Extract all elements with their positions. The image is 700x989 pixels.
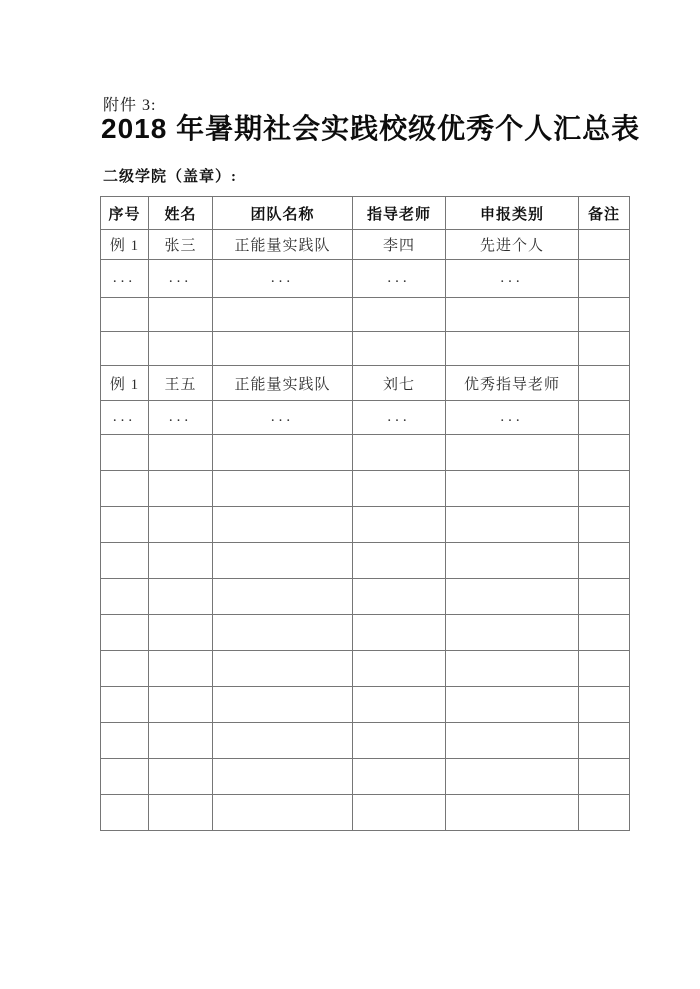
table-row xyxy=(101,401,630,435)
col-header-beizhu: 备注 xyxy=(579,197,630,230)
table-cell xyxy=(213,507,353,543)
table-cell xyxy=(101,507,149,543)
table-cell xyxy=(579,332,630,366)
table-cell xyxy=(101,615,149,651)
table-cell xyxy=(101,651,149,687)
table-cell xyxy=(353,471,446,507)
table-cell: 正能量实践队 xyxy=(213,366,353,401)
table-cell: 刘七 xyxy=(353,366,446,401)
table-cell xyxy=(446,298,579,332)
table-cell xyxy=(101,332,149,366)
table-header-row xyxy=(101,197,630,230)
table-row xyxy=(101,507,630,543)
table-cell: 例 1 xyxy=(101,366,149,401)
table-cell xyxy=(446,615,579,651)
table-cell xyxy=(101,471,149,507)
table-cell xyxy=(579,723,630,759)
table-cell xyxy=(149,507,213,543)
table-row xyxy=(101,471,630,507)
table-cell xyxy=(213,687,353,723)
table-row xyxy=(101,687,630,723)
table-row xyxy=(101,332,630,366)
table-row xyxy=(101,230,630,260)
table-cell: ... xyxy=(213,260,353,298)
table-cell xyxy=(579,507,630,543)
table-cell xyxy=(213,723,353,759)
table-cell xyxy=(149,543,213,579)
table-cell xyxy=(446,543,579,579)
col-header-xingming: 姓名 xyxy=(149,197,213,230)
table-cell xyxy=(579,795,630,831)
table-cell xyxy=(353,332,446,366)
table-cell: 王五 xyxy=(149,366,213,401)
table-row xyxy=(101,579,630,615)
table-cell xyxy=(213,651,353,687)
table-cell xyxy=(213,759,353,795)
table-cell xyxy=(446,795,579,831)
table-cell: 正能量实践队 xyxy=(213,230,353,260)
table-row xyxy=(101,759,630,795)
table-cell xyxy=(149,759,213,795)
table-cell xyxy=(101,579,149,615)
table-cell xyxy=(579,579,630,615)
table-cell xyxy=(149,579,213,615)
table-cell: ... xyxy=(446,401,579,435)
table-cell: ... xyxy=(101,260,149,298)
table-cell xyxy=(579,260,630,298)
table-row xyxy=(101,795,630,831)
table-cell xyxy=(446,723,579,759)
table-cell xyxy=(579,435,630,471)
summary-table xyxy=(100,196,630,831)
table-cell xyxy=(579,615,630,651)
table-cell xyxy=(446,471,579,507)
table-cell xyxy=(101,298,149,332)
table-cell xyxy=(446,651,579,687)
college-seal-label: 二级学院（盖章）: xyxy=(103,169,237,185)
table-cell xyxy=(149,615,213,651)
table-cell xyxy=(213,332,353,366)
table-cell xyxy=(353,723,446,759)
table-cell xyxy=(579,471,630,507)
table-row xyxy=(101,435,630,471)
table-cell: ... xyxy=(149,260,213,298)
table-cell xyxy=(149,298,213,332)
table-cell: 优秀指导老师 xyxy=(446,366,579,401)
table-cell xyxy=(353,615,446,651)
table-cell: ... xyxy=(213,401,353,435)
table-cell xyxy=(353,298,446,332)
table-cell xyxy=(149,332,213,366)
table-cell xyxy=(579,298,630,332)
col-header-xuhao: 序号 xyxy=(101,197,149,230)
table-cell xyxy=(579,651,630,687)
table-cell xyxy=(149,795,213,831)
table-cell: 李四 xyxy=(353,230,446,260)
table-cell xyxy=(446,687,579,723)
table-cell xyxy=(446,759,579,795)
table-cell xyxy=(213,543,353,579)
table-cell xyxy=(149,687,213,723)
table-cell xyxy=(446,579,579,615)
table-cell xyxy=(101,687,149,723)
table-cell xyxy=(149,651,213,687)
table-cell xyxy=(101,435,149,471)
table-cell: ... xyxy=(101,401,149,435)
table-cell xyxy=(579,230,630,260)
attachment-label: 附件 3: xyxy=(103,97,157,114)
table-cell xyxy=(353,543,446,579)
table-cell xyxy=(353,435,446,471)
table-cell xyxy=(353,795,446,831)
table-cell: 先进个人 xyxy=(446,230,579,260)
table-cell xyxy=(579,759,630,795)
col-header-zhidao: 指导老师 xyxy=(353,197,446,230)
table-cell xyxy=(579,401,630,435)
table-row xyxy=(101,615,630,651)
table-cell xyxy=(579,543,630,579)
table-row xyxy=(101,298,630,332)
table-cell xyxy=(213,435,353,471)
col-header-tuandui: 团队名称 xyxy=(213,197,353,230)
table-cell: ... xyxy=(446,260,579,298)
table-cell xyxy=(353,687,446,723)
table-row xyxy=(101,651,630,687)
table-cell xyxy=(213,615,353,651)
table-row xyxy=(101,260,630,298)
table-cell: ... xyxy=(353,260,446,298)
table-cell xyxy=(213,579,353,615)
table-cell xyxy=(353,651,446,687)
table-cell: 张三 xyxy=(149,230,213,260)
table-row xyxy=(101,543,630,579)
table-cell xyxy=(353,759,446,795)
table-cell xyxy=(149,723,213,759)
table-cell xyxy=(101,723,149,759)
table-cell xyxy=(579,687,630,723)
table-row xyxy=(101,723,630,759)
col-header-shenbao: 申报类别 xyxy=(446,197,579,230)
table-cell: 例 1 xyxy=(101,230,149,260)
table-cell xyxy=(579,366,630,401)
table-cell xyxy=(353,579,446,615)
table-cell xyxy=(101,759,149,795)
table-cell xyxy=(446,332,579,366)
table-cell xyxy=(101,543,149,579)
table-body xyxy=(101,230,630,831)
table-cell xyxy=(353,507,446,543)
table-cell xyxy=(213,795,353,831)
table-row xyxy=(101,366,630,401)
table-cell xyxy=(213,471,353,507)
page-title: 2018 年暑期社会实践校级优秀个人汇总表 xyxy=(101,113,641,144)
table-cell: ... xyxy=(149,401,213,435)
table-cell xyxy=(101,795,149,831)
table-cell xyxy=(446,435,579,471)
table-cell xyxy=(149,435,213,471)
table-cell xyxy=(446,507,579,543)
table-cell xyxy=(149,471,213,507)
table-header xyxy=(101,197,630,230)
table-cell: ... xyxy=(353,401,446,435)
table-cell xyxy=(213,298,353,332)
